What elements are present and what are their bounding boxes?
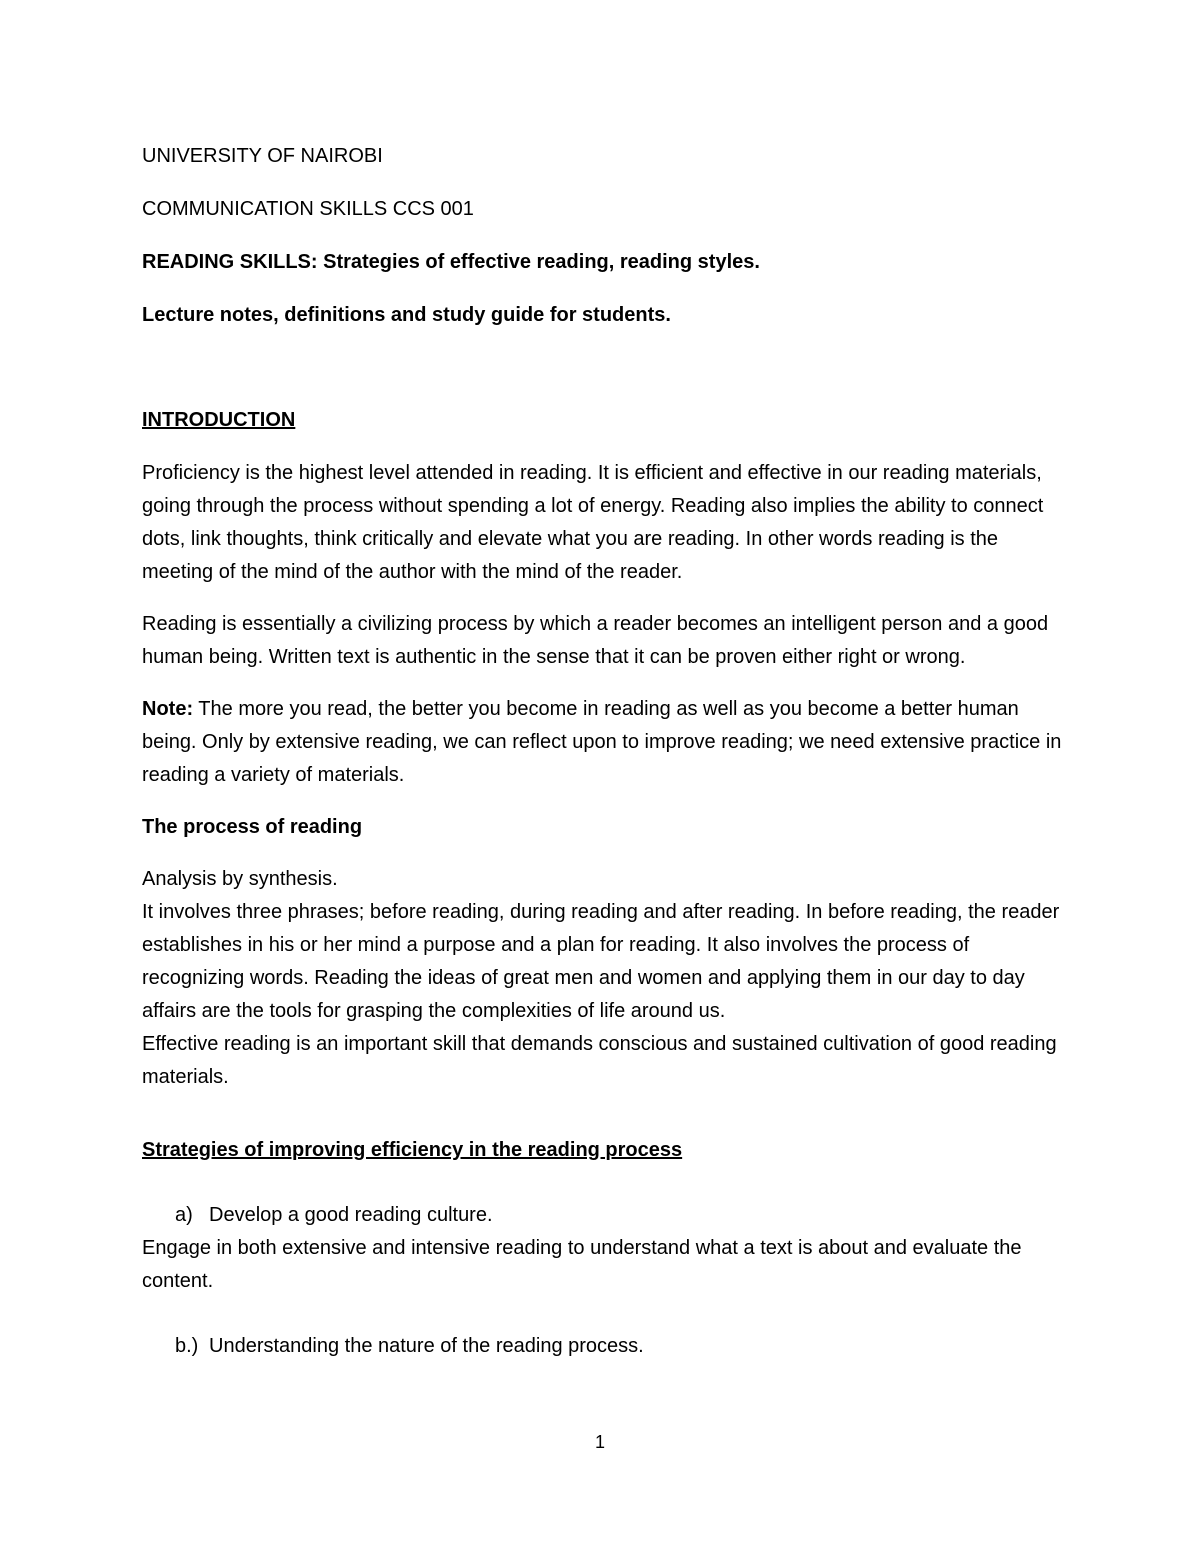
process-block	[142, 863, 1072, 1094]
process-paragraph-1: It involves three phrases; before reading, during reading and after reading. In before reading, the reader establishes in his or her mind a purpose and a plan for reading. It also involves the process of recognizing words. Reading the ideas of great men and women and applying them in our day to day affairs are the tools for grasping the complexities of life around us.	[142, 901, 1060, 1022]
document-body	[142, 140, 1072, 1363]
note-label: Note:	[142, 698, 194, 720]
list-marker: a)	[175, 1204, 193, 1226]
introduction-paragraph-2: Reading is essentially a civilizing process by which a reader becomes an intelligent person and a good human being. Written text is authentic in the sense that it can be proven either right or wrong.	[142, 613, 1049, 668]
university-name: UNIVERSITY OF NAIROBI	[142, 145, 383, 167]
list-item	[175, 1199, 1072, 1232]
list-item	[175, 1330, 1072, 1363]
note-text: The more you read, the better you become in reading as well as you become a better human being. Only by extensive reading, we can reflect upon to improve reading; we need extensive practice in reading a variety of materials.	[142, 698, 1062, 786]
document-subtitle: Lecture notes, definitions and study guide for students.	[142, 304, 671, 326]
topic-title: READING SKILLS: Strategies of effective reading, reading styles.	[142, 251, 760, 273]
process-heading: The process of reading	[142, 816, 363, 838]
strategies-heading: Strategies of improving efficiency in the reading process	[142, 1139, 683, 1161]
course-title: COMMUNICATION SKILLS CCS 001	[142, 198, 474, 220]
process-line-1: Analysis by synthesis.	[142, 868, 338, 890]
spacer	[142, 352, 1072, 404]
introduction-paragraph-1: Proficiency is the highest level attended in reading. It is efficient and effective in our reading materials, going through the process without spending a lot of energy. Reading also implies the ability to connect dots, link thoughts, think critically and elevate what you are reading. In other words reading is the meeting of the mind of the author with the mind of the reader.	[142, 462, 1044, 583]
list-item-body: Engage in both extensive and intensive reading to understand what a text is about and evaluate the content.	[142, 1237, 1022, 1292]
page-number: 1	[594, 1432, 605, 1452]
spacer	[142, 1298, 1072, 1330]
list-item-label: Understanding the nature of the reading process.	[209, 1335, 644, 1357]
list-marker: b.)	[175, 1335, 199, 1357]
introduction-heading: INTRODUCTION	[142, 409, 296, 431]
process-paragraph-2: Effective reading is an important skill that demands conscious and sustained cultivation of good reading materials.	[142, 1033, 1057, 1088]
list-item-label: Develop a good reading culture.	[209, 1204, 493, 1226]
note-paragraph	[142, 693, 1072, 792]
